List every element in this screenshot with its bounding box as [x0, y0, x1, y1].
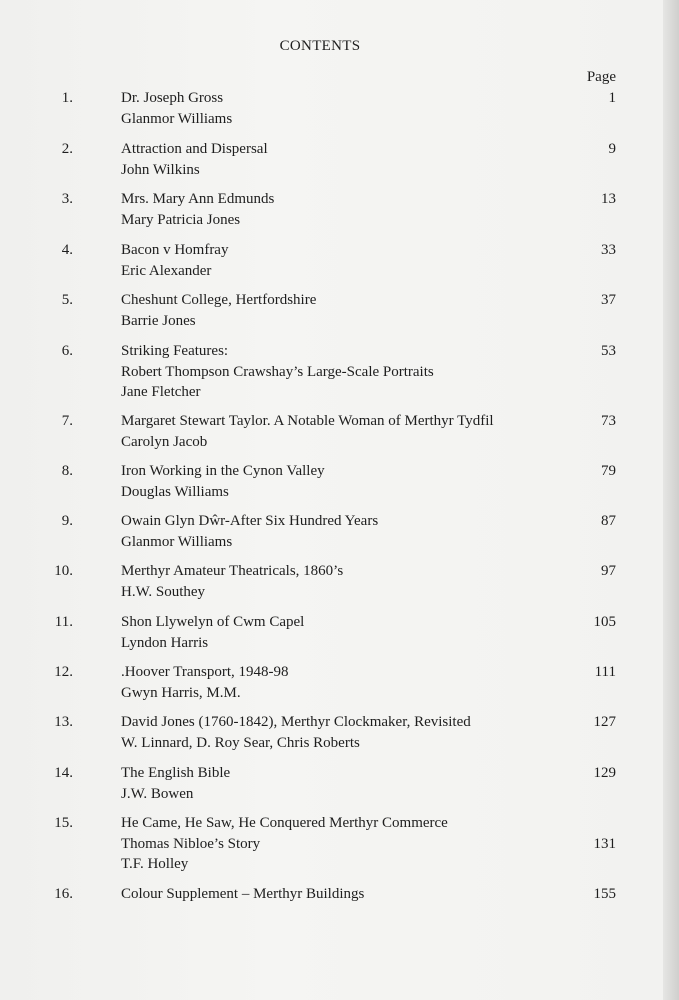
entry-author: Barrie Jones — [121, 312, 196, 329]
entry-page-number: 13 — [601, 191, 616, 207]
entry-title-line: Margaret Stewart Taylor. A Notable Woman of Merthyr Tydfil — [121, 413, 494, 429]
entry-title-line: He Came, He Saw, He Conquered Merthyr Commerce — [121, 815, 448, 831]
entry-title-line: Dr. Joseph Gross — [121, 90, 224, 106]
contents-heading: CONTENTS — [279, 38, 361, 54]
entry-number: 9. — [61, 513, 73, 529]
entry-number: 2. — [61, 141, 73, 157]
entry-title-line: David Jones (1760-1842), Merthyr Clockmaker, Revisited — [121, 714, 471, 730]
entry-number: 13. — [54, 714, 73, 730]
entry-page-number: 53 — [601, 343, 616, 359]
entry-text — [121, 411, 591, 452]
entry-page-number: 9 — [608, 141, 616, 157]
entry-title-line: .Hoover Transport, 1948-98 — [121, 664, 289, 680]
entry-page-number: 155 — [593, 886, 616, 902]
entry-number: 7. — [61, 413, 73, 429]
entry-number: 4. — [61, 242, 73, 258]
entry-page-number: 1 — [608, 90, 616, 106]
entry-number: 8. — [61, 463, 73, 479]
entry-title-line: Shon Llywelyn of Cwm Capel — [121, 614, 305, 630]
entry-author: H.W. Southey — [121, 583, 206, 600]
entry-author: Eric Alexander — [121, 262, 212, 279]
entry-text — [121, 189, 591, 230]
entry-text — [121, 884, 591, 905]
entry-number: 11. — [54, 614, 73, 630]
entry-author: Glanmor Williams — [121, 533, 233, 550]
entry-author: W. Linnard, D. Roy Sear, Chris Roberts — [121, 734, 360, 751]
entry-text — [121, 139, 591, 180]
entry-text — [121, 240, 591, 281]
entry-author: Douglas Williams — [121, 483, 229, 500]
entry-text — [121, 341, 591, 403]
page-column-label: Page — [586, 69, 616, 85]
entry-number: 16. — [54, 886, 73, 902]
entry-author: Jane Fletcher — [121, 384, 201, 400]
entry-title-line: Cheshunt College, Hertfordshire — [121, 292, 317, 308]
entry-author: Gwyn Harris, M.M. — [121, 684, 241, 701]
entry-page-number: 131 — [593, 835, 616, 852]
entry-number: 1. — [61, 90, 73, 106]
entry-title-line: Iron Working in the Cynon Valley — [121, 463, 325, 479]
entry-number: 15. — [54, 815, 73, 831]
entry-number: 6. — [61, 343, 73, 359]
entry-author: Mary Patricia Jones — [121, 211, 241, 228]
entry-page-number: 37 — [601, 292, 616, 308]
entry-title-line: Robert Thompson Crawshay’s Large-Scale Portraits — [121, 363, 434, 380]
entry-number: 10. — [54, 563, 73, 579]
entry-author: Carolyn Jacob — [121, 433, 208, 450]
entry-text — [121, 612, 591, 653]
entry-number: 5. — [61, 292, 73, 308]
entry-page-number: 127 — [593, 714, 616, 730]
entry-title-line: Mrs. Mary Ann Edmunds — [121, 191, 275, 207]
entry-title-line: Bacon v Homfray — [121, 242, 229, 258]
entry-author: T.F. Holley — [121, 856, 189, 872]
page-edge-shadow — [663, 0, 679, 1000]
entry-text — [121, 561, 591, 602]
entry-number: 14. — [54, 765, 73, 781]
entry-number: 3. — [61, 191, 73, 207]
entry-page-number: 129 — [593, 765, 616, 781]
entry-text — [121, 88, 591, 129]
entry-title-line: Striking Features: — [121, 343, 229, 359]
entry-author: Lyndon Harris — [121, 634, 209, 651]
entry-page-number: 73 — [601, 413, 616, 429]
entry-text — [121, 511, 591, 552]
entry-page-number: 79 — [601, 463, 616, 479]
entry-author: J.W. Bowen — [121, 785, 194, 802]
entry-page-number: 33 — [601, 242, 616, 258]
entry-page-number: 97 — [601, 563, 616, 579]
entry-text — [121, 763, 591, 804]
entry-text — [121, 290, 591, 331]
entry-title-line: Thomas Nibloe’s Story — [121, 835, 261, 852]
entry-author: John Wilkins — [121, 161, 200, 178]
entry-text — [121, 712, 591, 753]
entry-number: 12. — [54, 664, 73, 680]
entry-title-line: Merthyr Amateur Theatricals, 1860’s — [121, 563, 344, 579]
entry-title-line: Colour Supplement – Merthyr Buildings — [121, 886, 365, 902]
entry-author: Glanmor Williams — [121, 110, 233, 127]
entry-page-number: 111 — [594, 664, 616, 680]
entry-text — [121, 813, 591, 875]
entry-text — [121, 461, 591, 502]
entry-title-line: Owain Glyn Dŵr-After Six Hundred Years — [121, 513, 379, 529]
entry-title-line: Attraction and Dispersal — [121, 141, 268, 157]
entry-title-line: The English Bible — [121, 765, 231, 781]
entry-page-number: 87 — [601, 513, 616, 529]
entry-page-number: 105 — [593, 614, 616, 630]
entry-text — [121, 662, 591, 703]
